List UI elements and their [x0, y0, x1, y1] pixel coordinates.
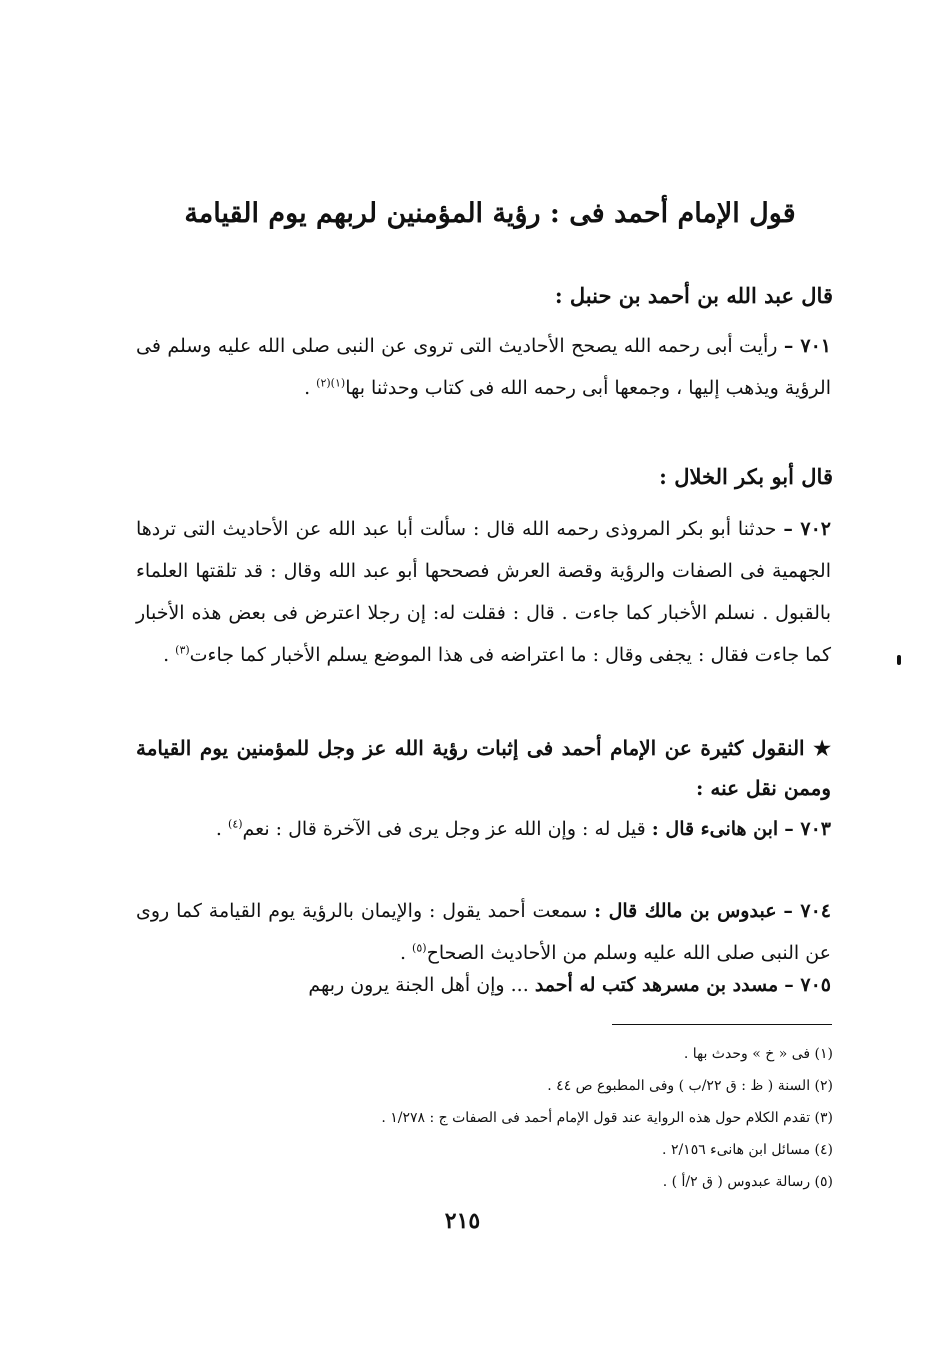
sentence-end: . — [399, 942, 413, 964]
sentence-end: . — [215, 818, 229, 840]
narrator-name: ابن هانىء قال : — [651, 818, 779, 840]
footnote-divider — [612, 1024, 832, 1025]
narrator-name: مسدد بن مسرهد كتب له أحمد — [534, 974, 779, 996]
footnote-3: (٣) تقدم الكلام حول هذه الرواية عند قول الإمام أحمد فى الصفات ج : ١/٢٧٨ . — [381, 1110, 833, 1126]
hadith-text: رأيت أبى رحمه الله يصحح الأحاديث التى تروى عن النبى صلى الله عليه وسلم فى الرؤية ويذهب إليها ، وجمعها أبى رحمه الله فى كتاب وحدثنا بها — [136, 335, 831, 399]
footnote-ref: (١)(٢) — [316, 376, 346, 390]
hadith-number: ٧٠٥ – — [784, 974, 831, 996]
hadith-text: سمعت أحمد يقول : والإيمان بالرؤية يوم القيامة كما روى عن النبى صلى الله عليه وسلم من الأحاديث الصحاح — [136, 900, 831, 964]
hadith-text: حدثنا أبو بكر المروذى رحمه الله قال : سألت أبا عبد الله عن الأحاديث التى تردها الجهمية فى الصفات والرؤية وقصة العرش فصححها أبو عبد الله وقال : قد تلقتها العلماء بالقبول . نسلم الأخبار كما جاءت . قال : فقلت له: إن رجلا اعترض فى بعض هذه الأخبار كما جاءت فقال : يجفى وقال : ما اعتراضه فى هذا الموضع يسلم الأخبار كما جاءت — [136, 518, 831, 666]
hadith-703 — [136, 808, 831, 850]
footnote-ref: (٤) — [228, 817, 243, 831]
footnote-1: (١) فى « خ » وحدث بها . — [683, 1046, 833, 1062]
footnotes — [213, 1038, 833, 1198]
hadith-705 — [136, 964, 831, 1006]
narrator-name: عبدوس بن مالك قال : — [594, 900, 777, 922]
hadith-number: ٧٠٢ – — [783, 518, 831, 540]
hadith-702 — [136, 508, 831, 676]
scan-mark — [897, 655, 901, 665]
footnote-ref: (٣) — [175, 643, 190, 657]
page-title: قول الإمام أحمد فى : رؤية المؤمنين لربهم يوم القيامة — [184, 198, 796, 229]
hadith-text: ... وإن أهل الجنة يرون ربهم — [308, 974, 529, 996]
hadith-number: ٧٠٣ – — [784, 818, 831, 840]
narrator-heading-abdullah: قال عبد الله بن أحمد بن حنبل : — [554, 283, 833, 308]
hadith-704 — [136, 890, 831, 974]
hadith-number: ٧٠١ – — [783, 335, 831, 357]
star-note: ★ النقول كثيرة عن الإمام أحمد فى إثبات رؤية الله عز وجل للمؤمنين يوم القيامة وممن نقل عنه : — [136, 736, 831, 800]
hadith-text: قيل له : وإن الله عز وجل يرى فى الآخرة قال : نعم — [242, 818, 646, 840]
footnote-4: (٤) مسائل ابن هانىء ٢/١٥٦ . — [662, 1142, 833, 1158]
sentence-end: . — [304, 377, 317, 399]
footnote-ref: (٥) — [412, 941, 427, 955]
hadith-701 — [136, 325, 831, 409]
page-number: ٢١٥ — [444, 1208, 481, 1234]
narrator-heading-khallal: قال أبو بكر الخلال : — [659, 464, 833, 489]
footnote-2: (٢) السنة ( ظ : ق ٢٢/ب ) وفى المطبوع ص ٤٤ . — [547, 1078, 833, 1094]
footnote-5: (٥) رسالة عبدوس ( ق ٢/أ ) . — [662, 1174, 833, 1190]
sentence-end: . — [163, 644, 176, 666]
hadith-number: ٧٠٤ – — [783, 900, 831, 922]
